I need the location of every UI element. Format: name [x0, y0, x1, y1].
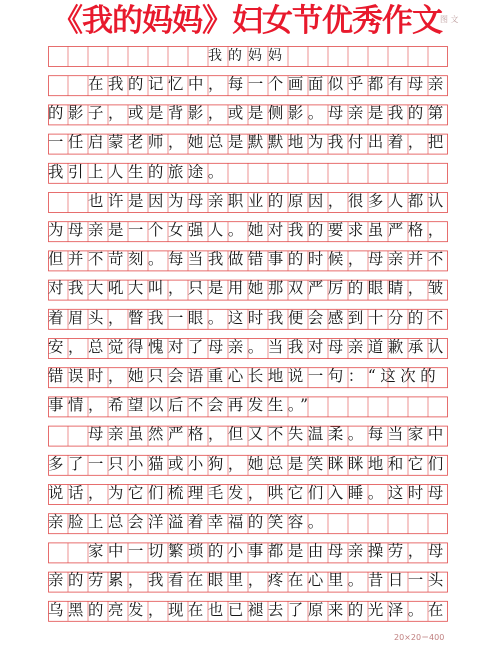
- essay-line: 事情，希望以后不会再发生。”: [48, 396, 313, 415]
- essay-title: 我的妈妈: [208, 48, 288, 64]
- page-title: 《我的妈妈》妇女节优秀作文: [52, 3, 442, 39]
- essay-line: 错误时，她只会语重心长地说一句：“这次的: [48, 367, 441, 385]
- essay-line: 亲的劳累，我看在眼里，疼在心里。昔日一头: [48, 571, 448, 590]
- essay-line: 在我的记忆中，每一个画面似乎都有母亲: [88, 75, 448, 93]
- essay-line: 一任启蒙老师，她总是默默地为我付出着，把: [48, 133, 448, 152]
- watermark-badge: 图 文: [440, 15, 459, 24]
- essay-line: 乌黑的亮发，现在也已褪去了原来的光泽。在: [48, 600, 448, 619]
- essay-line: 对我大吼大叫，只是用她那双严厉的眼睛，皱: [48, 279, 448, 298]
- essay-line: 安，总觉得愧对了母亲。当我对母亲道歉承认: [48, 337, 448, 356]
- essay-line: 也许是因为母亲职业的原因，很多人都认: [88, 191, 448, 210]
- essay-line: 但并不苛刻。每当我做错事的时候，母亲并不: [48, 250, 448, 269]
- essay-line: 说话，为它们梳理毛发，哄它们入睡。这时母: [48, 483, 448, 502]
- essay-line: 母亲虽然严格，但又不失温柔。每当家中: [88, 425, 448, 444]
- essay-line: 多了一只小猫或小狗，她总是笑眯眯地和它们: [48, 454, 448, 473]
- essay-line: 家中一切繁琐的小事都是由母亲操劳，母: [88, 542, 448, 561]
- essay-line: 为母亲是一个女强人。她对我的要求虽严格，: [48, 221, 448, 239]
- essay-line: 着眉头，瞥我一眼。这时我便会感到十分的不: [48, 308, 448, 327]
- essay-line: 的影子，或是背影，或是侧影。母亲是我的第: [48, 104, 448, 123]
- essay-line: 我引上人生的旅途。: [48, 162, 228, 181]
- essay-line: 亲脸上总会洋溢着幸福的笑容。: [48, 513, 328, 531]
- grid-count-label: 20×20＝400: [394, 633, 445, 642]
